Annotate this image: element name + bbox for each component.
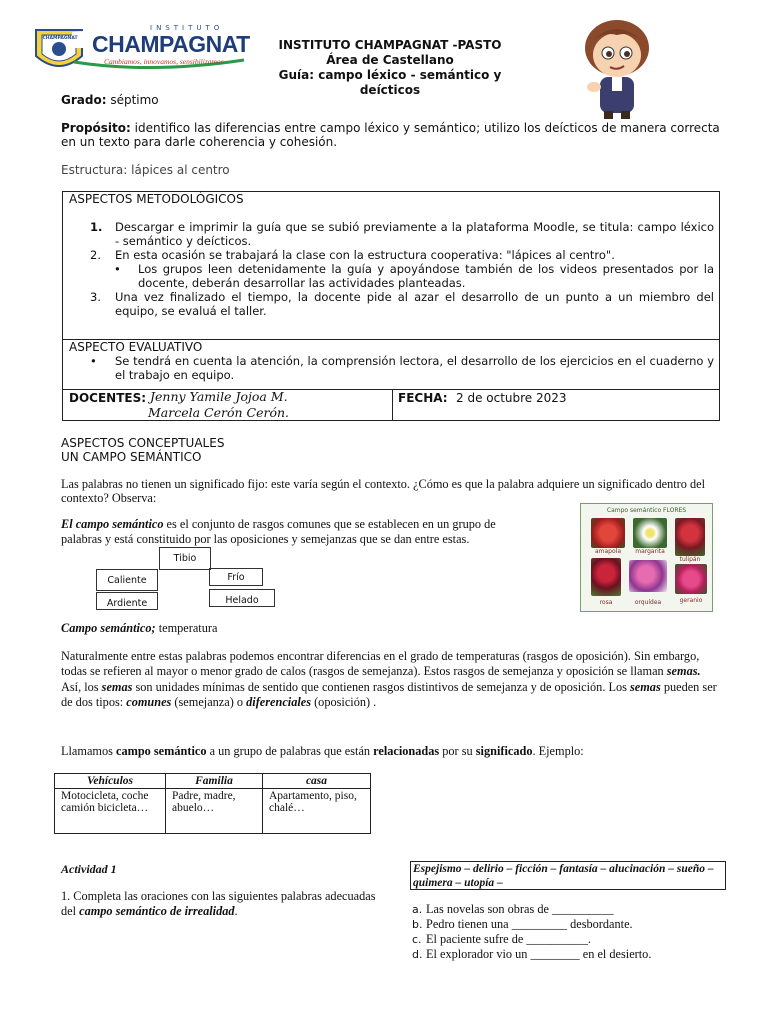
flower-label: orquídea bbox=[634, 599, 662, 606]
exercise-item bbox=[412, 917, 732, 932]
item-text: Las novelas son obras de __________ bbox=[426, 902, 614, 916]
evaluation-item: • Se tendrá en cuenta la atención, la comprensión lectora, el desarrollo de los ejercicios en el cuaderno y el trabajo en equipo. bbox=[90, 354, 714, 382]
item-letter: d. bbox=[412, 948, 423, 961]
table-cell: Motocicleta, coche camión bicicleta… bbox=[55, 789, 166, 834]
text-run: pueden ser de dos tipos: bbox=[61, 679, 717, 709]
grade-label: Grado: bbox=[61, 93, 107, 107]
logo-crest-text: CHAMPAGNAT bbox=[42, 36, 78, 41]
table-row bbox=[55, 789, 371, 834]
text-run: a un grupo de palabras que están bbox=[206, 744, 374, 758]
methodology-item bbox=[90, 248, 714, 262]
bullet: • bbox=[114, 262, 121, 276]
table-header: Vehículos bbox=[55, 774, 166, 789]
word-box-helado: Helado bbox=[209, 589, 275, 607]
table-header-row bbox=[55, 774, 371, 789]
item-text: Descargar e imprimir la guía que se subió previamente a la plataforma Moodle, se titula: campo léxico - semántico y deícticos. bbox=[115, 220, 714, 248]
student-cartoon-image bbox=[572, 15, 662, 120]
item-text: El paciente sufre de __________. bbox=[426, 932, 591, 946]
text-run: . bbox=[234, 904, 238, 918]
flower-photo bbox=[591, 558, 621, 596]
example-table bbox=[54, 773, 371, 834]
text-run: comunes bbox=[126, 694, 172, 709]
text-run: relacionadas bbox=[373, 744, 440, 758]
text-run: campo semántico de irrealidad bbox=[79, 904, 235, 918]
purpose-row bbox=[61, 121, 726, 149]
text-run: son unidades mínimas de sentido que contienen rasgos distintivos de semejanza y de oposición. Los bbox=[132, 679, 630, 694]
teacher-name: Marcela Cerón Cerón. bbox=[148, 405, 290, 420]
semantic-field-paragraph bbox=[61, 744, 721, 759]
item-text: El explorador vio un ________ en el desierto. bbox=[426, 947, 652, 961]
purpose-label: Propósito: bbox=[61, 121, 131, 135]
word-box-caliente: Caliente bbox=[96, 569, 158, 591]
text-run: semas bbox=[101, 679, 133, 694]
word-box-frio: Frío bbox=[209, 568, 263, 586]
institution-title: INSTITUTO CHAMPAGNAT -PASTO bbox=[278, 38, 502, 52]
text-run: semas. bbox=[666, 664, 701, 679]
area-title: Área de Castellano bbox=[326, 53, 454, 67]
item-number: 3. bbox=[90, 290, 101, 304]
text-run: Llamamos bbox=[61, 744, 116, 758]
item-letter: a. bbox=[412, 903, 423, 916]
logo-name: CHAMPAGNAT bbox=[92, 31, 250, 57]
flower-photo bbox=[675, 564, 707, 594]
field-value: temperatura bbox=[155, 621, 218, 635]
item-number: 2. bbox=[90, 248, 101, 262]
item-text: Los grupos leen detenidamente la guía y apoyándose también de los videos presentados por la docente, deberán desarrollar las actividades planteadas. bbox=[138, 262, 714, 290]
activity-instructions bbox=[61, 889, 391, 919]
flower-label: geranio bbox=[679, 597, 703, 604]
structure-label: Estructura: bbox=[61, 163, 128, 177]
table-cell: Apartamento, piso, chalé… bbox=[263, 789, 371, 834]
text-run: significado bbox=[475, 744, 533, 758]
flowers-semantic-field-image bbox=[580, 503, 713, 612]
intro-paragraph: Las palabras no tienen un significado fijo: este varía según el contexto. ¿Cómo es que la palabra adquiere un significado dentro del contexto? Observa: bbox=[61, 477, 706, 505]
text-run: Naturalmente entre estas palabras podemos encontrar diferencias en el grado de temperaturas (rasgos de oposición). Sin embargo, todas se refieren al mayor o menor grado de calos (rasgos de semejanza). Estos rasgos de semejanza y oposición se llaman bbox=[61, 649, 700, 679]
evaluation-text: Se tendrá en cuenta la atención, la comprensión lectora, el desarrollo de los ejercicios en el cuaderno y el trabajo en equipo. bbox=[115, 354, 714, 382]
flower-label: amapola bbox=[594, 548, 622, 555]
purpose-value: identifico las diferencias entre campo léxico y semántico; utilizo los deícticos de manera correcta en un texto para darle coherencia y cohesión. bbox=[61, 121, 720, 149]
field-label: Campo semántico; bbox=[61, 621, 156, 635]
methodology-item bbox=[114, 262, 714, 290]
exercise-item bbox=[412, 932, 732, 947]
item-text: Pedro tienen una _________ desbordante. bbox=[426, 917, 633, 931]
exercise-list bbox=[412, 902, 732, 962]
school-logo bbox=[32, 22, 248, 78]
logo-motto: Cambiamos, innovamos, sensibilizamos bbox=[104, 57, 224, 66]
flower-photo bbox=[633, 518, 667, 548]
section-title: ASPECTOS CONCEPTUALES bbox=[61, 436, 225, 450]
flower-label: margarita bbox=[635, 548, 665, 555]
text-run: semas bbox=[630, 679, 661, 694]
grade-value: séptimo bbox=[110, 93, 159, 107]
image-title: Campo semántico FLORES bbox=[606, 507, 687, 514]
item-letter: c. bbox=[412, 933, 422, 946]
text-run: por su bbox=[439, 744, 476, 758]
table-cell: Padre, madre, abuelo… bbox=[166, 789, 263, 834]
structure-row bbox=[61, 163, 230, 177]
text-run: (semejanza) o bbox=[171, 694, 247, 709]
concepts-heading bbox=[61, 436, 224, 464]
item-text: Una vez finalizado el tiempo, la docente pide al azar el desarrollo de un punto a un miembro del equipo, se evaluá el taller. bbox=[115, 290, 714, 318]
definition-paragraph bbox=[61, 517, 531, 546]
text-run: Así, los bbox=[61, 679, 102, 694]
flower-label: tulipán bbox=[679, 556, 701, 563]
date-label: FECHA: bbox=[398, 391, 448, 405]
structure-value: lápices al centro bbox=[131, 163, 230, 177]
flower-photo bbox=[675, 518, 705, 556]
flower-label: rosa bbox=[599, 599, 613, 606]
text-run: campo semántico bbox=[115, 744, 207, 758]
item-number: 1. bbox=[90, 220, 103, 234]
flower-photo bbox=[629, 560, 667, 592]
methodology-item bbox=[90, 290, 714, 318]
item-text: En esta ocasión se trabajará la clase con la estructura cooperativa: "lápices al centro". bbox=[115, 248, 615, 262]
methodology-title: ASPECTOS METODOLÓGICOS bbox=[69, 192, 244, 206]
flower-photo bbox=[591, 518, 625, 548]
exercise-item bbox=[412, 947, 732, 962]
table-header: Familia bbox=[166, 774, 263, 789]
semantic-field-example bbox=[61, 621, 217, 636]
word-box-tibio: Tibio bbox=[159, 547, 211, 570]
semas-paragraph bbox=[61, 649, 723, 710]
section-subtitle: UN CAMPO SEMÁNTICO bbox=[61, 450, 202, 464]
guide-title: Guía: campo léxico - semántico y deícticos bbox=[278, 68, 502, 97]
item-letter: b. bbox=[412, 918, 423, 931]
word-box-ardiente: Ardiente bbox=[96, 592, 158, 610]
definition-term: El campo semántico bbox=[61, 517, 164, 531]
text-run: diferenciales bbox=[246, 694, 312, 709]
text-run: (oposición) . bbox=[311, 694, 377, 709]
grade-row bbox=[61, 93, 159, 107]
box-divider bbox=[392, 389, 393, 421]
word-bank-box: Espejismo – delirio – ficción – fantasía – alucinación – sueño – quimera – utopía – bbox=[410, 861, 726, 890]
teacher-name: Jenny Yamile Jojoa M. bbox=[150, 389, 288, 404]
methodology-item bbox=[90, 220, 714, 248]
docentes-label: DOCENTES: bbox=[69, 391, 147, 405]
logo-institute-text: INSTITUTO bbox=[150, 24, 224, 32]
table-header: casa bbox=[263, 774, 371, 789]
definition-text: es el conjunto de rasgos comunes que se establecen en un grupo de palabras y está constituido por las oposiciones y semejanzas que se dan entre estas. bbox=[61, 517, 496, 546]
activity-title: Actividad 1 bbox=[61, 862, 117, 876]
evaluation-title: ASPECTO EVALUATIVO bbox=[69, 340, 203, 354]
exercise-item bbox=[412, 902, 732, 917]
date-value: 2 de octubre 2023 bbox=[456, 391, 567, 405]
text-run: 1. Completa las oraciones con las siguientes palabras adecuadas del bbox=[61, 889, 376, 918]
text-run: . Ejemplo: bbox=[532, 744, 584, 758]
